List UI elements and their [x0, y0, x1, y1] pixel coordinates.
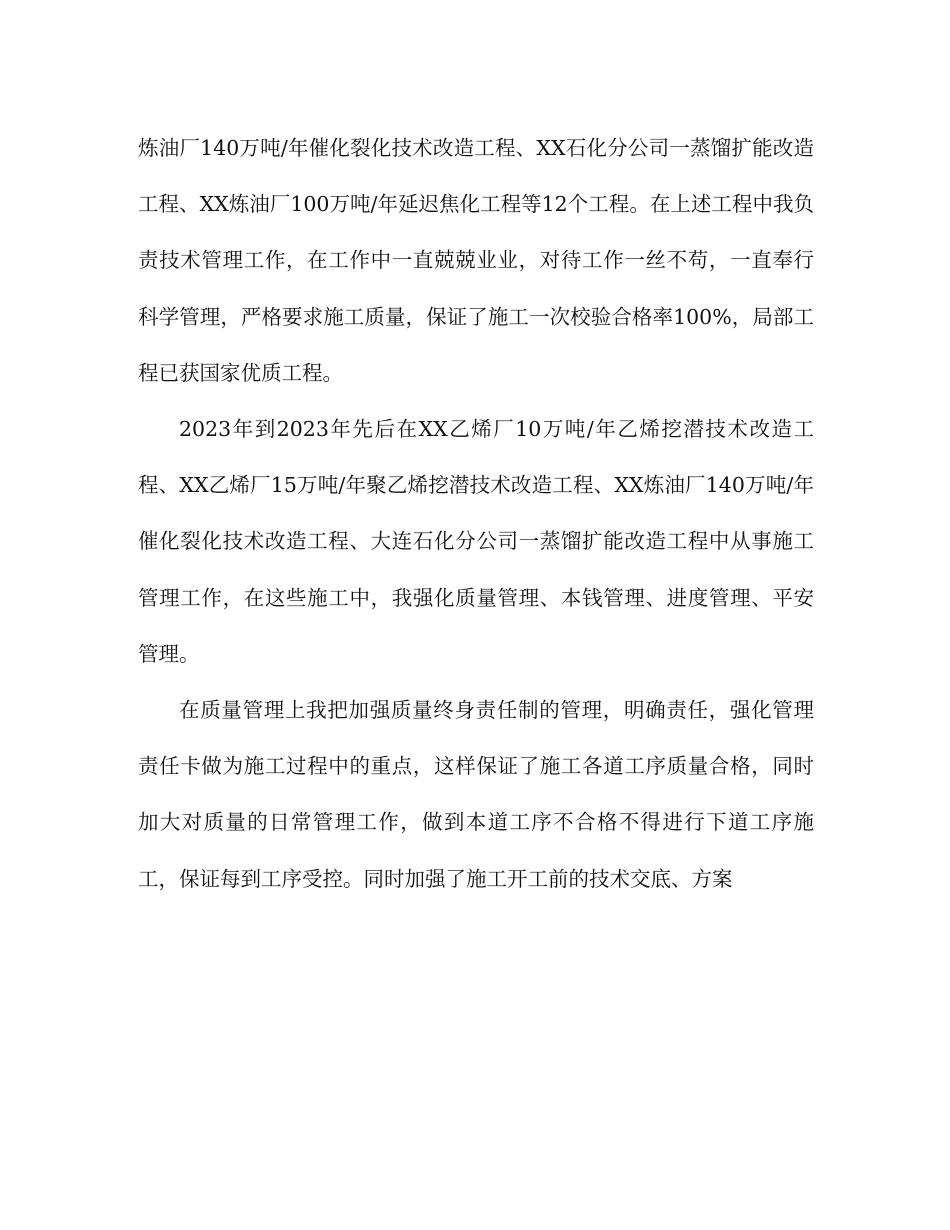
- paragraph-3: 在质量管理上我把加强质量终身责任制的管理，明确责任，强化管理责任卡做为施工过程中的重点，这样保证了施工各道工序质量合格，同时加大对质量的日常管理工作，做到本道工序不合格不得进行下道工序施工，保证每到工序受控。同时加强了施工开工前的技术交底、方案: [138, 698, 814, 891]
- document-body: [138, 120, 814, 907]
- paragraph-1: 炼油厂140万吨/年催化裂化技术改造工程、XX石化分公司一蒸馏扩能改造工程、XX炼油厂100万吨/年延迟焦化工程等12个工程。在上述工程中我负责技术管理工作，在工作中一直兢兢业业，对待工作一丝不苟，一直奉行科学管理，严格要求施工质量，保证了施工一次校验合格率100%，局部工程已获国家优质工程。: [138, 136, 814, 385]
- paragraph-2: 2023年到2023年先后在XX乙烯厂10万吨/年乙烯挖潜技术改造工程、XX乙烯厂15万吨/年聚乙烯挖潜技术改造工程、XX炼油厂140万吨/年催化裂化技术改造工程、大连石化分公司一蒸馏扩能改造工程中从事施工管理工作，在这些施工中，我强化质量管理、本钱管理、进度管理、平安管理。: [138, 417, 814, 666]
